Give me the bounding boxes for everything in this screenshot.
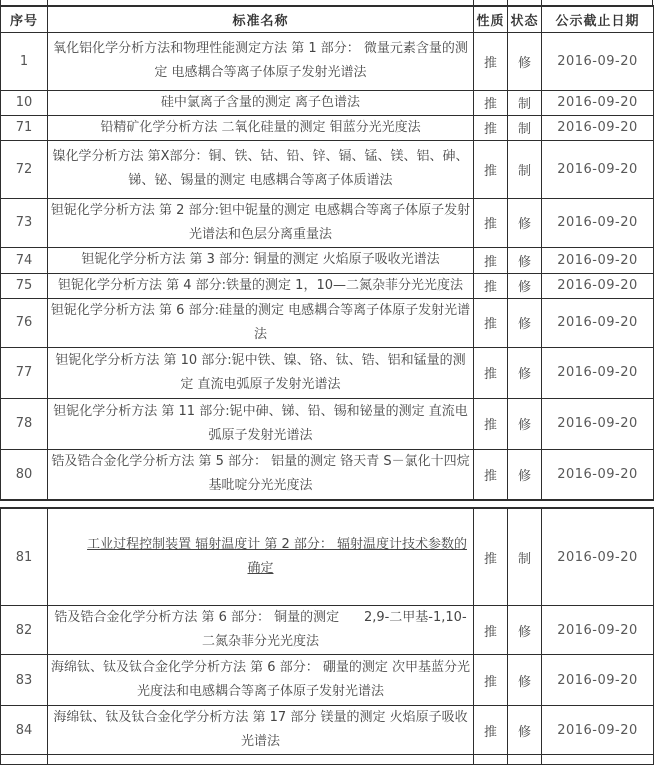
column-header-status: 状态 [508,6,542,32]
status-cell: 修 [508,198,542,247]
row-number-cell: 72 [1,140,48,198]
standards-table-1 [0,5,654,501]
standard-name-link[interactable]: 工业过程控制装置 辐射温度计 第 2 部分： 辐射温度计技术参数的确定 [87,537,467,576]
nature-cell: 推 [474,32,508,90]
standard-name-cell: 钽铌化学分析方法 第 6 部分:硅量的测定 电感耦合等离子体原子发射光谱法 [48,298,474,347]
row-number-cell: 77 [1,347,48,398]
column-header-no: 序号 [1,6,48,32]
deadline-cell: 2016-09-20 [542,347,654,398]
nature-cell: 推 [474,198,508,247]
status-cell: 制 [508,508,542,606]
nature-cell: 推 [474,347,508,398]
deadline-cell: 2016-09-20 [542,298,654,347]
status-cell: 修 [508,273,542,298]
row-number-cell: 81 [1,508,48,606]
deadline-cell: 2016-09-20 [542,32,654,90]
column-header-nature: 性质 [474,6,508,32]
standard-name-cell: 硅中氯离子含量的测定 离子色谱法 [48,90,474,115]
table-row [1,449,654,500]
standard-name-cell: 镍化学分析方法 第X部分：铜、铁、钴、铅、锌、镉、锰、镁、铝、砷、锑、铋、锡量的测定 电感耦合等离子体质谱法 [48,140,474,198]
deadline-cell: 2016-09-20 [542,247,654,273]
deadline-cell: 2016-09-20 [542,655,654,706]
table-row [1,273,654,298]
nature-cell: 推 [474,298,508,347]
row-number-cell: 1 [1,32,48,90]
row-number-cell: 75 [1,273,48,298]
table-row [1,32,654,90]
nature-cell: 推 [474,606,508,655]
deadline-cell: 2016-09-20 [542,398,654,449]
standard-name-cell [48,508,474,606]
row-number-cell: 78 [1,398,48,449]
status-cell: 修 [508,706,542,755]
row-number-cell: 10 [1,90,48,115]
deadline-cell: 2016-09-20 [542,449,654,500]
row-number-cell: 73 [1,198,48,247]
nature-cell: 推 [474,140,508,198]
column-header-deadline: 公示截止日期 [542,6,654,32]
standard-name-cell: 锆及锆合金化学分析方法 第 5 部分： 铝量的测定 铬天青 S－氯化十四烷基吡啶分光光度法 [48,449,474,500]
nature-cell: 推 [474,655,508,706]
row-number-cell: 76 [1,298,48,347]
deadline-cell: 2016-09-20 [542,198,654,247]
nature-cell: 推 [474,449,508,500]
status-cell: 修 [508,398,542,449]
status-cell: 制 [508,115,542,140]
status-cell: 修 [508,449,542,500]
row-number-cell: 74 [1,247,48,273]
nature-cell: 推 [474,247,508,273]
status-cell: 修 [508,298,542,347]
row-number-cell: 84 [1,706,48,755]
standard-name-cell: 钽铌化学分析方法 第 11 部分:铌中砷、锑、铅、锡和铋量的测定 直流电弧原子发射光谱法 [48,398,474,449]
table-row [1,247,654,273]
nature-cell: 推 [474,398,508,449]
deadline-cell: 2016-09-20 [542,90,654,115]
standard-name-cell: 钽铌化学分析方法 第 2 部分:钽中铌量的测定 电感耦合等离子体原子发射光谱法和色层分离重量法 [48,198,474,247]
nature-cell: 推 [474,273,508,298]
deadline-cell: 2016-09-20 [542,508,654,606]
standards-table-2 [0,507,654,765]
table-row [1,655,654,706]
status-cell: 修 [508,606,542,655]
deadline-cell: 2016-09-20 [542,273,654,298]
clipped-row-bottom [1,755,654,765]
table-row [1,508,654,606]
deadline-cell: 2016-09-20 [542,115,654,140]
nature-cell: 推 [474,90,508,115]
row-number-cell: 82 [1,606,48,655]
status-cell: 修 [508,247,542,273]
standard-name-cell: 钽铌化学分析方法 第 4 部分:铁量的测定 1，10—二氮杂菲分光光度法 [48,273,474,298]
table-row [1,706,654,755]
nature-cell: 推 [474,115,508,140]
table-row [1,347,654,398]
nature-cell: 推 [474,706,508,755]
status-cell: 修 [508,347,542,398]
row-number-cell: 71 [1,115,48,140]
standard-name-cell: 氧化铝化学分析方法和物理性能测定方法 第 1 部分： 微量元素含量的测定 电感耦合等离子体原子发射光谱法 [48,32,474,90]
clipped-row-top [0,0,653,5]
status-cell: 修 [508,655,542,706]
column-header-name: 标准名称 [48,6,474,32]
status-cell: 修 [508,32,542,90]
table-row [1,115,654,140]
status-cell: 制 [508,140,542,198]
standard-name-cell: 海绵钛、钛及钛合金化学分析方法 第 17 部分 镁量的测定 火焰原子吸收光谱法 [48,706,474,755]
table-row [1,606,654,655]
table-row [1,140,654,198]
standard-name-cell: 钽铌化学分析方法 第 10 部分:铌中铁、镍、铬、钛、锆、铝和锰量的测定 直流电弧原子发射光谱法 [48,347,474,398]
table-row [1,198,654,247]
table-row [1,90,654,115]
deadline-cell: 2016-09-20 [542,606,654,655]
row-number-cell: 80 [1,449,48,500]
standard-name-cell: 锆及锆合金化学分析方法 第 6 部分： 铜量的测定 2,9-二甲基-1,10-二氮杂菲分光光度法 [48,606,474,655]
table-row [1,398,654,449]
standard-name-cell: 钽铌化学分析方法 第 3 部分: 铜量的测定 火焰原子吸收光谱法 [48,247,474,273]
table-row [1,298,654,347]
nature-cell: 推 [474,508,508,606]
status-cell: 制 [508,90,542,115]
deadline-cell: 2016-09-20 [542,706,654,755]
row-number-cell: 83 [1,655,48,706]
table-header-row [1,6,654,32]
deadline-cell: 2016-09-20 [542,140,654,198]
standard-name-cell: 铅精矿化学分析方法 二氧化硅量的测定 钼蓝分光光度法 [48,115,474,140]
standard-name-cell: 海绵钛、钛及钛合金化学分析方法 第 6 部分： 硼量的测定 次甲基蓝分光光度法和电感耦合等离子体原子发射光谱法 [48,655,474,706]
